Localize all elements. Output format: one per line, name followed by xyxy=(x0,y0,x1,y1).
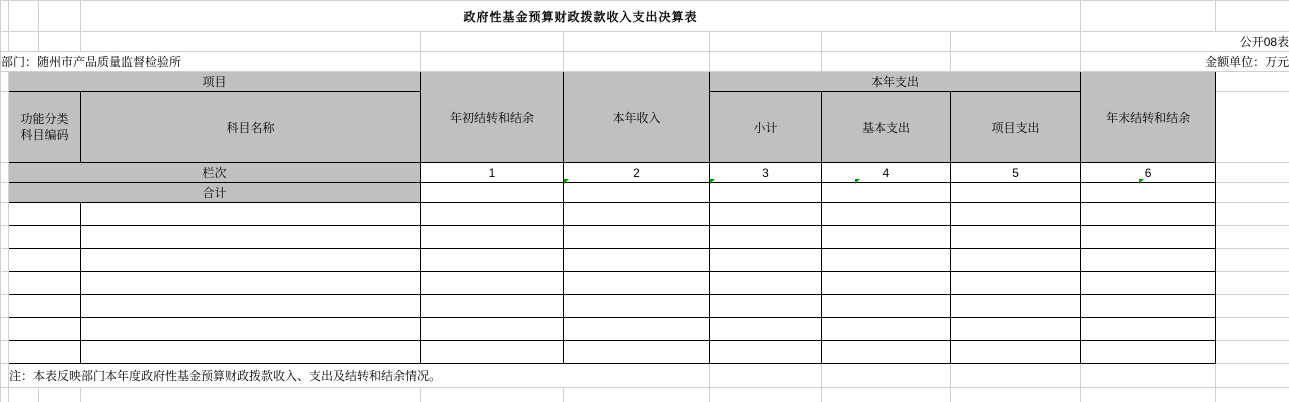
row-year-income[interactable] xyxy=(564,203,710,226)
column-number-6: 6 xyxy=(1081,163,1216,183)
header-col-subject-name: 科目名称 xyxy=(81,92,421,163)
row-project-exp[interactable] xyxy=(951,318,1081,341)
column-number-2: 2 xyxy=(564,163,710,183)
empty-cell xyxy=(564,32,710,52)
header-col-basic-exp: 基本支出 xyxy=(822,92,951,163)
row-begin-carryover[interactable] xyxy=(421,203,564,226)
empty-cell xyxy=(951,388,1081,402)
table-row xyxy=(1,318,1289,341)
row-subtotal[interactable] xyxy=(710,249,822,272)
column-number-row xyxy=(1,163,1289,183)
row-begin-carryover[interactable] xyxy=(421,272,564,295)
empty-cell xyxy=(1216,388,1289,402)
empty-cell xyxy=(81,32,421,52)
empty-cell xyxy=(710,388,822,402)
empty-cell xyxy=(1216,226,1289,249)
empty-cell xyxy=(710,32,822,52)
row-basic-exp[interactable] xyxy=(822,295,951,318)
header-col-year-income: 本年收入 xyxy=(564,72,710,163)
row-subject-name[interactable] xyxy=(81,226,421,249)
empty-cell xyxy=(1216,72,1289,92)
row-project-exp[interactable] xyxy=(951,226,1081,249)
row-project-exp[interactable] xyxy=(951,341,1081,364)
empty-cell xyxy=(1,92,9,163)
total-value-3[interactable] xyxy=(710,183,822,203)
empty-cell xyxy=(1081,1,1216,32)
empty-cell xyxy=(81,388,421,402)
amount-unit-label: 金额单位：万元 xyxy=(1081,52,1289,72)
row-func-code[interactable] xyxy=(9,272,81,295)
column-number-4: 4 xyxy=(822,163,951,183)
row-begin-carryover[interactable] xyxy=(421,341,564,364)
empty-cell xyxy=(421,32,564,52)
table-row xyxy=(1,295,1289,318)
empty-cell xyxy=(822,52,951,72)
row-end-carryover[interactable] xyxy=(1081,272,1216,295)
header-group-current-year-expenditure: 本年支出 xyxy=(710,72,1081,92)
comment-marker-icon xyxy=(855,179,860,184)
total-value-4[interactable] xyxy=(822,183,951,203)
empty-cell xyxy=(1,364,9,388)
column-number-label: 栏次 xyxy=(9,163,421,183)
comment-marker-icon xyxy=(1139,179,1144,184)
row-func-code[interactable] xyxy=(9,226,81,249)
row-end-carryover[interactable] xyxy=(1081,318,1216,341)
empty-cell xyxy=(1216,163,1289,183)
empty-cell xyxy=(1,388,9,402)
empty-cell xyxy=(1,183,9,203)
header-group-row xyxy=(1,72,1289,92)
total-value-6[interactable] xyxy=(1081,183,1216,203)
row-year-income[interactable] xyxy=(564,318,710,341)
header-col-func-code-line2: 科目编码 xyxy=(20,128,69,142)
empty-cell xyxy=(1216,341,1289,364)
empty-cell xyxy=(421,52,564,72)
row-begin-carryover[interactable] xyxy=(421,295,564,318)
row-subtotal[interactable] xyxy=(710,226,822,249)
row-basic-exp[interactable] xyxy=(822,341,951,364)
row-subject-name[interactable] xyxy=(81,249,421,272)
empty-cell xyxy=(822,32,951,52)
row-year-income[interactable] xyxy=(564,226,710,249)
row-basic-exp[interactable] xyxy=(822,226,951,249)
column-number-5: 5 xyxy=(951,163,1081,183)
header-col-subtotal: 小计 xyxy=(710,92,822,163)
department-row xyxy=(1,52,1289,72)
empty-cell xyxy=(9,1,39,32)
row-subtotal[interactable] xyxy=(710,341,822,364)
total-row-label: 合计 xyxy=(9,183,421,203)
empty-cell xyxy=(1,249,9,272)
empty-cell xyxy=(710,52,822,72)
row-subtotal[interactable] xyxy=(710,318,822,341)
header-col-end-carryover: 年末结转和结余 xyxy=(1081,72,1216,163)
empty-cell xyxy=(1,203,9,226)
row-year-income[interactable] xyxy=(564,295,710,318)
empty-cell xyxy=(951,32,1081,52)
row-end-carryover[interactable] xyxy=(1081,295,1216,318)
table-row xyxy=(1,272,1289,295)
total-row xyxy=(1,183,1289,203)
empty-cell xyxy=(421,388,564,402)
row-project-exp[interactable] xyxy=(951,272,1081,295)
empty-cell xyxy=(1081,388,1216,402)
empty-cell xyxy=(822,388,951,402)
empty-cell xyxy=(39,32,81,52)
empty-cell xyxy=(1,72,9,92)
row-basic-exp[interactable] xyxy=(822,249,951,272)
title-row xyxy=(1,1,1289,32)
table-row xyxy=(1,203,1289,226)
empty-cell xyxy=(1216,272,1289,295)
empty-cell xyxy=(1216,364,1289,388)
row-subtotal[interactable] xyxy=(710,272,822,295)
row-subject-name[interactable] xyxy=(81,318,421,341)
table-row xyxy=(1,249,1289,272)
table-row xyxy=(1,341,1289,364)
trailing-row xyxy=(1,388,1289,402)
row-project-exp[interactable] xyxy=(951,295,1081,318)
empty-cell xyxy=(9,388,39,402)
empty-cell xyxy=(1,272,9,295)
note-row xyxy=(1,364,1289,388)
empty-cell xyxy=(1,226,9,249)
total-value-5[interactable] xyxy=(951,183,1081,203)
row-project-exp[interactable] xyxy=(951,203,1081,226)
row-end-carryover[interactable] xyxy=(1081,341,1216,364)
table-note: 注：本表反映部门本年度政府性基金预算财政拨款收入、支出及结转和结余情况。 xyxy=(9,364,710,388)
row-subject-name[interactable] xyxy=(81,341,421,364)
header-col-func-code-line1: 功能分类 xyxy=(20,111,69,126)
column-number-3: 3 xyxy=(710,163,822,183)
row-end-carryover[interactable] xyxy=(1081,249,1216,272)
row-subject-name[interactable] xyxy=(81,295,421,318)
row-year-income[interactable] xyxy=(564,272,710,295)
empty-cell xyxy=(1081,364,1216,388)
row-begin-carryover[interactable] xyxy=(421,226,564,249)
page-title: 政府性基金预算财政拨款收入支出决算表 xyxy=(81,1,1081,32)
row-begin-carryover[interactable] xyxy=(421,249,564,272)
row-func-code[interactable] xyxy=(9,203,81,226)
row-subject-name[interactable] xyxy=(81,272,421,295)
empty-cell xyxy=(1216,249,1289,272)
total-value-1[interactable] xyxy=(421,183,564,203)
row-subtotal[interactable] xyxy=(710,203,822,226)
row-begin-carryover[interactable] xyxy=(421,318,564,341)
total-value-2[interactable] xyxy=(564,183,710,203)
empty-cell xyxy=(1,1,9,32)
empty-cell xyxy=(564,52,710,72)
header-col-begin-carryover: 年初结转和结余 xyxy=(421,72,564,163)
row-end-carryover[interactable] xyxy=(1081,203,1216,226)
empty-cell xyxy=(1,295,9,318)
row-year-income[interactable] xyxy=(564,249,710,272)
row-func-code[interactable] xyxy=(9,295,81,318)
empty-cell xyxy=(39,1,81,32)
header-col-project-exp: 项目支出 xyxy=(951,92,1081,163)
form-code: 公开08表 xyxy=(1081,32,1289,52)
empty-cell xyxy=(1,32,9,52)
row-basic-exp[interactable] xyxy=(822,272,951,295)
column-number-1: 1 xyxy=(421,163,564,183)
empty-cell xyxy=(39,388,81,402)
empty-cell xyxy=(1,318,9,341)
comment-marker-icon xyxy=(710,179,715,184)
row-func-code[interactable] xyxy=(9,249,81,272)
row-subject-name[interactable] xyxy=(81,203,421,226)
empty-cell xyxy=(1,163,9,183)
header-group-item: 项目 xyxy=(9,72,421,92)
empty-cell xyxy=(1216,203,1289,226)
row-subtotal[interactable] xyxy=(710,295,822,318)
empty-cell xyxy=(710,364,822,388)
empty-cell xyxy=(822,364,951,388)
empty-cell xyxy=(1216,318,1289,341)
table-row xyxy=(1,226,1289,249)
row-func-code[interactable] xyxy=(9,318,81,341)
empty-cell xyxy=(1216,1,1289,32)
empty-cell xyxy=(1216,295,1289,318)
row-project-exp[interactable] xyxy=(951,249,1081,272)
department-label: 部门：随州市产品质量监督检验所 xyxy=(1,52,421,72)
form-code-row xyxy=(1,32,1289,52)
row-basic-exp[interactable] xyxy=(822,203,951,226)
empty-cell xyxy=(1216,183,1289,203)
empty-cell xyxy=(9,32,39,52)
row-func-code[interactable] xyxy=(9,341,81,364)
row-end-carryover[interactable] xyxy=(1081,226,1216,249)
row-year-income[interactable] xyxy=(564,341,710,364)
comment-marker-icon xyxy=(564,179,569,184)
header-col-func-code xyxy=(9,92,81,163)
empty-cell xyxy=(951,52,1081,72)
row-basic-exp[interactable] xyxy=(822,318,951,341)
empty-cell xyxy=(1216,92,1289,163)
empty-cell xyxy=(1,341,9,364)
empty-cell xyxy=(951,364,1081,388)
empty-cell xyxy=(564,388,710,402)
